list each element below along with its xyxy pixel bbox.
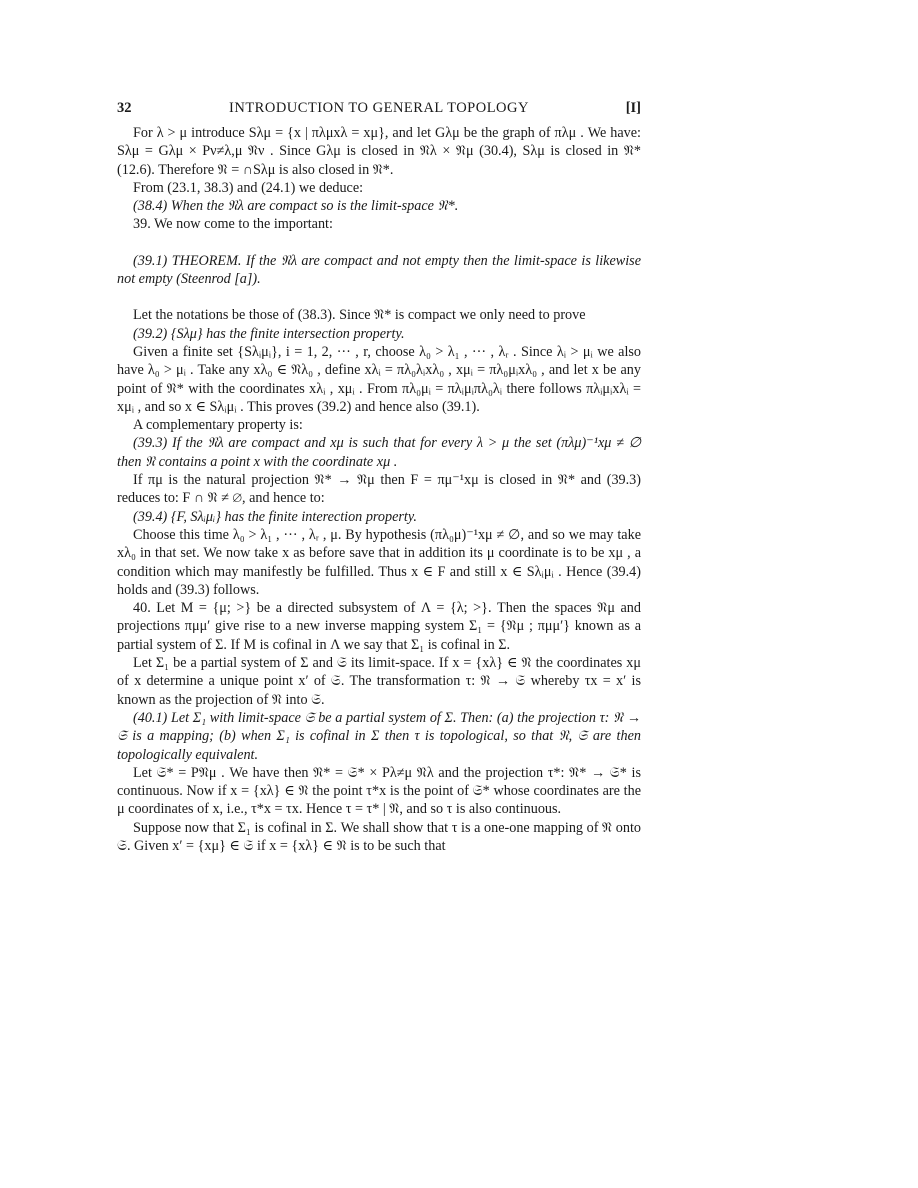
paragraph: 39. We now come to the important: [133,216,333,233]
paragraph: If πμ is the natural projection 𝔑* → 𝔑μ then F = πμ⁻¹xμ is closed in 𝔑* and (39.3) reduces to: F ∩ 𝔑 ≠ ∅, and hence to: [117,472,641,507]
paragraph: 40. Let M = {μ; >} be a directed subsystem of Λ = {λ; >}. Then the spaces 𝔑μ and projections πμμ′ give rise to a new inverse mapping system Σ₁ = {𝔑μ ; πμμ′} known as a partial system of Σ. If M is cofinal in Λ we say that Σ₁ is cofinal in Σ. [117,600,641,653]
paragraph: Let 𝔖* = P𝔑μ . We have then 𝔑* = 𝔖* × Pλ≠μ 𝔑λ and the projection τ*: 𝔑* → 𝔖* is continuous. Now if x = {xλ} ∈ 𝔑 the point τ*x is the point of 𝔖* whose coordinates are the μ coordinates of x, i.e., τ*x = τx. Hence τ = τ* | 𝔑, and so τ is also continuous. [117,764,641,818]
paragraph: Choose this time λ₀ > λ₁ , ··· , λᵣ , μ. By hypothesis (πλ₀μ)⁻¹xμ ≠ ∅, and so we may take xλ₀ in that set. We now take x as before save that in addition its μ coordinate is to be xμ , a condition which may manifestly be fulfilled. Thus x ∈ F and still x ∈ Sλᵢμᵢ . Hence (39.4) holds and (39.3) follows. [117,526,641,598]
proposition: (39.3) If the 𝔑λ are compact and xμ is such that for every λ > μ the set (πλμ)⁻¹xμ ≠ ∅ then 𝔑 contains a point x with the coordinate xμ . [117,435,641,470]
section-marker: [I] [625,100,641,116]
paragraph: Let Σ₁ be a partial system of Σ and 𝔖 its limit-space. If x = {xλ} ∈ 𝔑 the coordinates xμ of x determine a unique point x′ of 𝔖. The transformation τ: 𝔑 → 𝔖 whereby τx = x′ is known as the projection of 𝔑 into 𝔖. [117,655,641,708]
running-header [117,100,641,124]
proposition: (38.4) When the 𝔑λ are compact so is the limit-space 𝔑*. [133,198,459,215]
paragraph: For λ > μ introduce Sλμ = {x | πλμxλ = xμ}, and let Gλμ be the graph of πλμ . We have: Sλμ = Gλμ × Pν≠λ,μ 𝔑ν . Since Gλμ is closed in 𝔑λ × 𝔑μ (30.4), Sλμ is closed in 𝔑* (12.6). Therefore 𝔑 = ∩Sλμ is also closed in 𝔑*. [117,125,641,178]
page-number: 32 [117,100,132,116]
paragraph: A complementary property is: [133,417,303,434]
paragraph: Let the notations be those of (38.3). Since 𝔑* is compact we only need to prove [133,307,586,324]
paragraph: Suppose now that Σ₁ is cofinal in Σ. We shall show that τ is a one-one mapping of 𝔑 onto 𝔖. Given x′ = {xμ} ∈ 𝔖 if x = {xλ} ∈ 𝔑 is to be such that [117,819,641,854]
running-title: INTRODUCTION TO GENERAL TOPOLOGY [229,100,529,116]
document-page [117,100,641,855]
paragraph: From (23.1, 38.3) and (24.1) we deduce: [133,179,364,196]
proposition: (39.2) {Sλμ} has the finite intersection property. [133,325,405,342]
theorem: (39.1) THEOREM. If the 𝔑λ are compact and not empty then the limit-space is likewise not empty (Steenrod [a]). [117,252,641,288]
paragraph: Given a finite set {Sλᵢμᵢ}, i = 1, 2, ··· , r, choose λ₀ > λ₁ , ··· , λᵣ . Since λᵢ > μᵢ we also have λ₀ > μᵢ . Take any xλ₀ ∈ 𝔑λ₀ , define xλᵢ = πλ₀λᵢxλ₀ , xμᵢ = πλ₀μᵢxλ₀ , and let x be any point of 𝔑* with the coordinates xλᵢ , xμᵢ . From πλ₀μᵢ = πλᵢμᵢπλ₀λᵢ there follows πλᵢμᵢxλᵢ = xμᵢ , and so x ∈ Sλᵢμᵢ . This proves (39.2) and hence also (39.1). [117,343,641,415]
proposition: (40.1) Let Σ₁ with limit-space 𝔖 be a partial system of Σ. Then: (a) the projection τ: 𝔑 → 𝔖 is a mapping; (b) when Σ₁ is cofinal in Σ then τ is topological, so that 𝔑, 𝔖 are then topologically equivalent. [117,709,642,763]
proposition: (39.4) {F, Sλᵢμᵢ} has the finite interection property. [133,508,417,525]
